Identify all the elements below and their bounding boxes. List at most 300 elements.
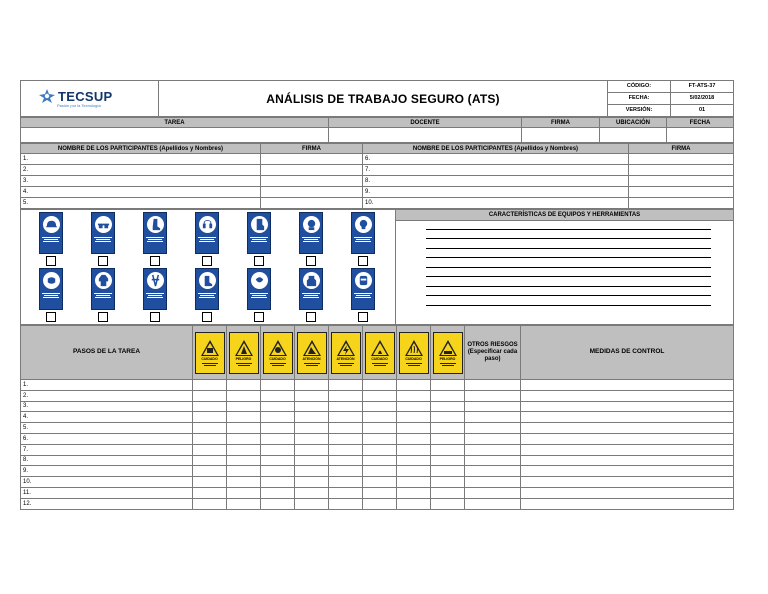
hazard-check-cell[interactable] — [397, 466, 431, 477]
ppe-checkbox[interactable] — [306, 256, 316, 266]
hazard-fineprint — [338, 362, 354, 366]
hazard-check-cell[interactable] — [329, 477, 363, 488]
hazard-check-cell[interactable] — [329, 498, 363, 509]
ppe-pictogram — [303, 216, 320, 233]
ppe-item — [337, 212, 389, 266]
hazard-fineprint — [202, 362, 218, 366]
participant-firma-field[interactable] — [261, 165, 363, 176]
hazard-check-cell[interactable] — [431, 498, 465, 509]
hazard-word: PELIGRO — [439, 357, 456, 362]
hazard-header — [363, 326, 397, 380]
codigo-label: CÓDIGO: — [608, 81, 671, 93]
step-field[interactable]: 6. — [21, 433, 193, 444]
tarea-header: TAREA — [21, 118, 329, 128]
hazard-check-cell[interactable] — [295, 401, 329, 412]
hazard-word: ATENCIÓN — [302, 357, 321, 362]
hazard-check-cell[interactable] — [227, 498, 261, 509]
hazard-header — [261, 326, 295, 380]
hard-hat-icon — [39, 212, 63, 254]
ppe-pictogram — [147, 272, 164, 289]
hazard-check-cell[interactable] — [193, 455, 227, 466]
ppe-fineprint — [92, 236, 114, 243]
participant-name-field[interactable]: 9. — [363, 187, 629, 198]
otros-riesgos-field[interactable] — [465, 487, 521, 498]
ppe-item — [77, 268, 129, 322]
participant-firma-field[interactable] — [629, 198, 734, 209]
hazard-check-cell[interactable] — [397, 412, 431, 423]
hazard-check-cell[interactable] — [431, 487, 465, 498]
hazard-check-cell[interactable] — [397, 477, 431, 488]
hazard-check-cell[interactable] — [193, 444, 227, 455]
ppe-checkbox[interactable] — [150, 256, 160, 266]
participant-row — [21, 198, 734, 209]
participant-name-field[interactable]: 8. — [363, 176, 629, 187]
hazard-check-cell[interactable] — [227, 401, 261, 412]
participant-name-field[interactable]: 5. — [21, 198, 261, 209]
logo-text: TECSUP — [58, 88, 113, 104]
hazard-check-cell[interactable] — [261, 498, 295, 509]
ppe-fineprint — [92, 292, 114, 299]
hazard-check-cell[interactable] — [261, 455, 295, 466]
participant-row — [21, 187, 734, 198]
hazard-sign-4-icon — [297, 332, 327, 374]
hazard-check-cell[interactable] — [363, 380, 397, 391]
hazard-check-cell[interactable] — [227, 466, 261, 477]
participant-firma-field[interactable] — [261, 154, 363, 165]
hazard-check-cell[interactable] — [329, 390, 363, 401]
participant-firma-field[interactable] — [629, 154, 734, 165]
hazard-check-cell[interactable] — [363, 455, 397, 466]
otros-riesgos-field[interactable] — [465, 390, 521, 401]
hazard-check-cell[interactable] — [261, 466, 295, 477]
ppe-checkbox[interactable] — [46, 312, 56, 322]
ppe-pictogram — [251, 272, 268, 289]
hazard-check-cell[interactable] — [227, 412, 261, 423]
ppe-pictogram — [147, 216, 164, 233]
hazard-fineprint — [304, 362, 320, 366]
ppe-fineprint — [248, 292, 270, 299]
hazard-check-cell[interactable] — [295, 466, 329, 477]
ppe-section — [21, 210, 396, 325]
ppe-item — [77, 212, 129, 266]
hazard-check-cell[interactable] — [397, 380, 431, 391]
ppe-checkbox[interactable] — [98, 256, 108, 266]
hazard-check-cell[interactable] — [295, 487, 329, 498]
hazard-check-cell[interactable] — [193, 466, 227, 477]
otros-riesgos-field[interactable] — [465, 412, 521, 423]
ppe-fineprint — [196, 292, 218, 299]
hazard-check-cell[interactable] — [295, 390, 329, 401]
ppe-checkbox[interactable] — [202, 312, 212, 322]
participant-firma-field[interactable] — [629, 165, 734, 176]
hazard-word: PELIGRO — [235, 357, 252, 362]
equipment-lines — [398, 221, 731, 306]
hazard-check-cell[interactable] — [329, 455, 363, 466]
step-row — [21, 380, 734, 391]
steps-table — [20, 325, 734, 510]
hazard-check-cell[interactable] — [431, 380, 465, 391]
hazard-check-cell[interactable] — [295, 433, 329, 444]
participants-name-header: NOMBRE DE LOS PARTICIPANTES (Apellidos y Nombres) — [21, 144, 261, 154]
hazard-check-cell[interactable] — [295, 444, 329, 455]
ppe-item — [233, 268, 285, 322]
equipment-line — [426, 295, 711, 296]
step-field[interactable]: 2. — [21, 390, 193, 401]
equipment-line — [426, 305, 711, 306]
logo-star-icon — [39, 89, 55, 103]
firma-field[interactable] — [522, 128, 600, 143]
step-field[interactable]: 12. — [21, 498, 193, 509]
hazard-word: CUIDADO — [371, 357, 388, 362]
hazard-check-cell[interactable] — [397, 390, 431, 401]
ppe-pictogram — [355, 272, 372, 289]
ppe-pictogram — [355, 216, 372, 233]
ppe-pictogram — [199, 216, 216, 233]
participant-name-field[interactable]: 4. — [21, 187, 261, 198]
hazard-check-cell[interactable] — [261, 444, 295, 455]
ppe-fineprint — [144, 236, 166, 243]
hazard-check-cell[interactable] — [193, 477, 227, 488]
hazard-check-cell[interactable] — [397, 423, 431, 434]
step-field[interactable]: 4. — [21, 412, 193, 423]
hazard-check-cell[interactable] — [261, 477, 295, 488]
ppe-item — [285, 212, 337, 266]
hazard-check-cell[interactable] — [261, 487, 295, 498]
equipment-line — [426, 257, 711, 258]
participant-name-field[interactable]: 1. — [21, 154, 261, 165]
hazard-check-cell[interactable] — [329, 433, 363, 444]
hazard-check-cell[interactable] — [329, 466, 363, 477]
hazard-check-cell[interactable] — [261, 380, 295, 391]
participant-name-field[interactable]: 2. — [21, 165, 261, 176]
hazard-check-cell[interactable] — [397, 401, 431, 412]
logo-tagline: Pasión por la Tecnología — [57, 103, 101, 108]
ppe-fineprint — [300, 236, 322, 243]
firma-header: FIRMA — [522, 118, 600, 128]
hazard-check-cell[interactable] — [397, 455, 431, 466]
hazard-check-cell[interactable] — [193, 498, 227, 509]
otros-riesgos-field[interactable] — [465, 380, 521, 391]
logo-cell — [21, 81, 159, 117]
medidas-control-field[interactable] — [521, 401, 734, 412]
step-field[interactable]: 10. — [21, 477, 193, 488]
fecha-header: FECHA — [667, 118, 734, 128]
otros-riesgos-field[interactable] — [465, 498, 521, 509]
step-row — [21, 423, 734, 434]
tecsup-logo — [39, 89, 113, 103]
hazard-check-cell[interactable] — [363, 401, 397, 412]
hazard-word: CUIDADO — [269, 357, 286, 362]
ppe-fineprint — [196, 236, 218, 243]
ubicacion-header: UBICACIÓN — [600, 118, 667, 128]
hazard-header — [295, 326, 329, 380]
participant-row — [21, 154, 734, 165]
medidas-control-header: MEDIDAS DE CONTROL — [521, 326, 734, 380]
ppe-checkbox[interactable] — [306, 312, 316, 322]
docente-field[interactable] — [329, 128, 522, 143]
ppe-checkbox[interactable] — [358, 256, 368, 266]
participant-name-field[interactable]: 3. — [21, 176, 261, 187]
corrosive-icon — [433, 332, 463, 374]
welding-mask-icon — [351, 268, 375, 310]
hot-surface-icon — [399, 332, 429, 374]
participant-name-field[interactable]: 7. — [363, 165, 629, 176]
hand-protection-icon — [247, 268, 271, 310]
hazard-check-cell[interactable] — [397, 487, 431, 498]
otros-riesgos-field[interactable] — [465, 433, 521, 444]
otros-riesgos-field[interactable] — [465, 455, 521, 466]
participants-firma-header-2: FIRMA — [629, 144, 734, 154]
hazard-check-cell[interactable] — [261, 423, 295, 434]
hazard-check-cell[interactable] — [397, 433, 431, 444]
participant-name-field[interactable]: 6. — [363, 154, 629, 165]
otros-riesgos-field[interactable] — [465, 477, 521, 488]
hazard-check-cell[interactable] — [329, 444, 363, 455]
task-table — [20, 117, 734, 143]
ppe-pictogram — [199, 272, 216, 289]
form-header — [20, 80, 734, 117]
equipment-line — [426, 276, 711, 277]
hazard-check-cell[interactable] — [329, 487, 363, 498]
ear-protection-icon — [195, 212, 219, 254]
otros-riesgos-field[interactable] — [465, 401, 521, 412]
ppe-item — [129, 212, 181, 266]
page-title: ANÁLISIS DE TRABAJO SEGURO (ATS) — [159, 81, 608, 117]
ppe-fineprint — [40, 236, 62, 243]
hazard-check-cell[interactable] — [363, 487, 397, 498]
hazard-sign-6-icon — [365, 332, 395, 374]
hazard-check-cell[interactable] — [329, 412, 363, 423]
hazard-check-cell[interactable] — [261, 401, 295, 412]
hazard-check-cell[interactable] — [295, 423, 329, 434]
hazard-check-cell[interactable] — [295, 412, 329, 423]
participant-firma-field[interactable] — [629, 176, 734, 187]
hazard-check-cell[interactable] — [363, 423, 397, 434]
rubber-boots-icon — [195, 268, 219, 310]
ppe-fineprint — [352, 292, 374, 299]
hazard-check-cell[interactable] — [363, 412, 397, 423]
step-field[interactable]: 5. — [21, 423, 193, 434]
ppe-item — [129, 268, 181, 322]
hazard-check-cell[interactable] — [431, 433, 465, 444]
medidas-control-field[interactable] — [521, 380, 734, 391]
ppe-item — [181, 268, 233, 322]
step-field[interactable]: 1. — [21, 380, 193, 391]
ppe-pictogram — [95, 272, 112, 289]
hazard-check-cell[interactable] — [431, 466, 465, 477]
ppe-checkbox[interactable] — [98, 312, 108, 322]
participant-firma-field[interactable] — [629, 187, 734, 198]
ppe-pictogram — [303, 272, 320, 289]
ppe-pictogram — [251, 216, 268, 233]
equipment-line — [426, 267, 711, 268]
apron-icon — [299, 268, 323, 310]
equipment-line — [426, 229, 711, 230]
hazard-check-cell[interactable] — [329, 380, 363, 391]
ppe-item — [181, 212, 233, 266]
hazard-check-cell[interactable] — [227, 455, 261, 466]
medidas-control-field[interactable] — [521, 455, 734, 466]
step-row — [21, 412, 734, 423]
hazard-check-cell[interactable] — [431, 401, 465, 412]
participant-firma-field[interactable] — [261, 176, 363, 187]
codigo-value: FT-ATS-37 — [671, 81, 734, 93]
hazard-check-cell[interactable] — [295, 498, 329, 509]
hazard-check-cell[interactable] — [261, 412, 295, 423]
hazard-sign-1-icon — [195, 332, 225, 374]
hazard-check-cell[interactable] — [431, 390, 465, 401]
otros-riesgos-field[interactable] — [465, 444, 521, 455]
equipment-area[interactable] — [396, 220, 734, 324]
ppe-item — [285, 268, 337, 322]
hazard-check-cell[interactable] — [363, 466, 397, 477]
ppe-checkbox[interactable] — [202, 256, 212, 266]
otros-riesgos-field[interactable] — [465, 423, 521, 434]
otros-riesgos-header: OTROS RIESGOS (Especificar cada paso) — [465, 326, 521, 380]
medidas-control-field[interactable] — [521, 412, 734, 423]
hazard-check-cell[interactable] — [193, 433, 227, 444]
hazard-check-cell[interactable] — [193, 390, 227, 401]
step-row — [21, 487, 734, 498]
step-row — [21, 498, 734, 509]
hazard-check-cell[interactable] — [261, 390, 295, 401]
equipment-line — [426, 286, 711, 287]
safety-glasses-icon — [91, 212, 115, 254]
hazard-check-cell[interactable] — [227, 477, 261, 488]
hazard-check-cell[interactable] — [397, 444, 431, 455]
step-row — [21, 455, 734, 466]
hazard-sign-3-icon — [263, 332, 293, 374]
hazard-check-cell[interactable] — [227, 390, 261, 401]
medidas-control-field[interactable] — [521, 466, 734, 477]
hazard-check-cell[interactable] — [227, 487, 261, 498]
hazard-check-cell[interactable] — [431, 423, 465, 434]
face-shield-icon — [299, 212, 323, 254]
version-label: VERSIÓN: — [608, 105, 671, 117]
medidas-control-field[interactable] — [521, 498, 734, 509]
equipment-line — [426, 238, 711, 239]
fecha-value: 5/02/2018 — [671, 93, 734, 105]
hazard-check-cell[interactable] — [227, 380, 261, 391]
medidas-control-field[interactable] — [521, 433, 734, 444]
hazard-check-cell[interactable] — [295, 477, 329, 488]
ppe-pictogram — [95, 216, 112, 233]
coverall-icon — [91, 268, 115, 310]
hazard-word: CUIDADO — [405, 357, 422, 362]
hazard-header — [329, 326, 363, 380]
hazard-check-cell[interactable] — [261, 433, 295, 444]
hazard-check-cell[interactable] — [193, 401, 227, 412]
hazard-check-cell[interactable] — [227, 423, 261, 434]
medidas-control-field[interactable] — [521, 477, 734, 488]
step-row — [21, 444, 734, 455]
participant-firma-field[interactable] — [261, 198, 363, 209]
medidas-control-field[interactable] — [521, 390, 734, 401]
ppe-fineprint — [40, 292, 62, 299]
fecha-label: FECHA: — [608, 93, 671, 105]
participant-firma-field[interactable] — [261, 187, 363, 198]
hazard-check-cell[interactable] — [397, 498, 431, 509]
hazard-check-cell[interactable] — [363, 390, 397, 401]
hazard-check-cell[interactable] — [363, 498, 397, 509]
safety-boots-icon — [143, 212, 167, 254]
hazard-check-cell[interactable] — [193, 423, 227, 434]
ubicacion-field[interactable] — [600, 128, 667, 143]
step-field[interactable]: 11. — [21, 487, 193, 498]
ppe-item — [25, 268, 77, 322]
medidas-control-field[interactable] — [521, 444, 734, 455]
hazard-check-cell[interactable] — [363, 433, 397, 444]
step-field[interactable]: 9. — [21, 466, 193, 477]
fecha-field[interactable] — [667, 128, 734, 143]
step-field[interactable]: 8. — [21, 455, 193, 466]
docente-header: DOCENTE — [329, 118, 522, 128]
step-field[interactable]: 7. — [21, 444, 193, 455]
hazard-word: ATENCIÓN — [336, 357, 355, 362]
otros-riesgos-field[interactable] — [465, 466, 521, 477]
hazard-check-cell[interactable] — [227, 444, 261, 455]
dust-mask-icon — [39, 268, 63, 310]
participant-name-field[interactable]: 10. — [363, 198, 629, 209]
ppe-checkbox[interactable] — [46, 256, 56, 266]
hazard-check-cell[interactable] — [431, 455, 465, 466]
tarea-field[interactable] — [21, 128, 329, 143]
version-value: 01 — [671, 105, 734, 117]
hazard-check-cell[interactable] — [431, 444, 465, 455]
participant-row — [21, 176, 734, 187]
hazard-check-cell[interactable] — [193, 412, 227, 423]
hazard-check-cell[interactable] — [431, 412, 465, 423]
participants-table — [20, 143, 734, 209]
ppe-checkbox[interactable] — [150, 312, 160, 322]
ppe-checkbox[interactable] — [358, 312, 368, 322]
participants-firma-header: FIRMA — [261, 144, 363, 154]
respirator-icon — [351, 212, 375, 254]
hazard-header — [397, 326, 431, 380]
hazard-fineprint — [270, 362, 286, 366]
hazard-check-cell[interactable] — [363, 477, 397, 488]
hazard-header — [227, 326, 261, 380]
hazard-check-cell[interactable] — [193, 380, 227, 391]
medidas-control-field[interactable] — [521, 487, 734, 498]
hazard-check-cell[interactable] — [295, 380, 329, 391]
ppe-pictogram — [43, 216, 60, 233]
step-row — [21, 401, 734, 412]
ppe-grid — [25, 212, 391, 322]
hazard-word: CUIDADO — [201, 357, 218, 362]
hazard-check-cell[interactable] — [295, 455, 329, 466]
hazard-check-cell[interactable] — [193, 487, 227, 498]
ppe-equipment-table — [20, 209, 734, 325]
hazard-check-cell[interactable] — [431, 477, 465, 488]
ppe-checkbox[interactable] — [254, 256, 264, 266]
ppe-fineprint — [144, 292, 166, 299]
hazard-check-cell[interactable] — [363, 444, 397, 455]
hazard-check-cell[interactable] — [227, 433, 261, 444]
step-field[interactable]: 3. — [21, 401, 193, 412]
hazard-fineprint — [406, 362, 422, 366]
hazard-fineprint — [372, 362, 388, 366]
hazard-check-cell[interactable] — [329, 423, 363, 434]
hazard-fineprint — [440, 362, 456, 366]
hazard-header — [431, 326, 465, 380]
hazard-check-cell[interactable] — [329, 401, 363, 412]
medidas-control-field[interactable] — [521, 423, 734, 434]
ppe-checkbox[interactable] — [254, 312, 264, 322]
ppe-item — [233, 212, 285, 266]
hazard-header — [193, 326, 227, 380]
step-row — [21, 390, 734, 401]
